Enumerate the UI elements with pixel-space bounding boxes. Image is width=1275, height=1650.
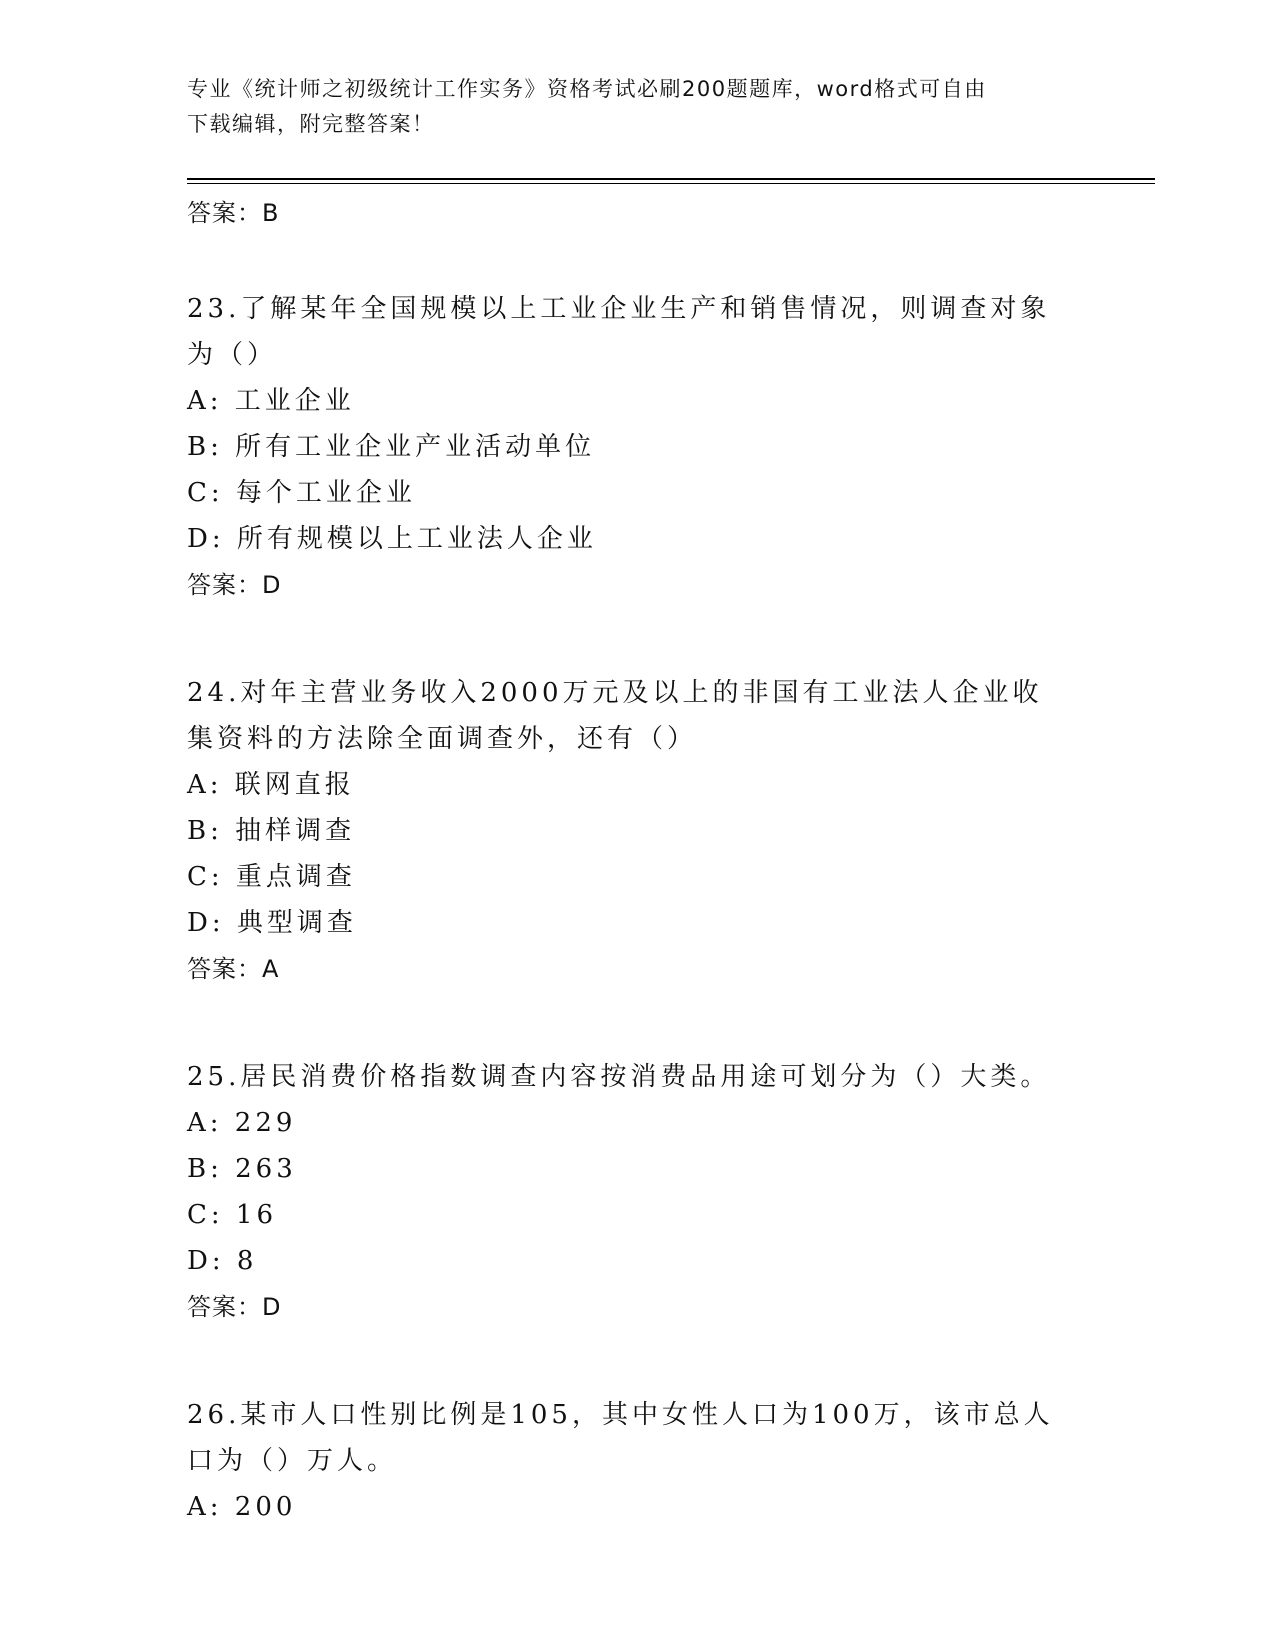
answer-previous: 答案：B xyxy=(187,199,280,227)
header-line-2: 下载编辑，附完整答案！ xyxy=(187,112,435,136)
option-a: A: 229 xyxy=(187,1108,297,1138)
option-d: D: 所有规模以上工业法人企业 xyxy=(187,524,597,554)
question-25 xyxy=(187,1054,1087,1330)
question-23 xyxy=(187,286,1087,608)
question-text: 26.某市人口性别比例是105，其中女性人口为100万，该市总人口为（）万人。 xyxy=(187,1400,1054,1476)
header-line-1: 专业《统计师之初级统计工作实务》资格考试必刷200题题库，word格式可自由 xyxy=(187,77,987,101)
option-d: D: 典型调查 xyxy=(187,908,357,938)
option-c: C: 16 xyxy=(187,1200,278,1230)
option-a: A: 200 xyxy=(187,1492,297,1522)
document-header xyxy=(187,72,1087,142)
question-list xyxy=(187,190,1087,1530)
option-c: C: 重点调查 xyxy=(187,862,356,892)
option-b: B: 所有工业企业产业活动单位 xyxy=(187,432,596,462)
question-text: 25.居民消费价格指数调查内容按消费品用途可划分为（）大类。 xyxy=(187,1062,1051,1092)
question-text: 24.对年主营业务收入2000万元及以上的非国有工业法人企业收集资料的方法除全面调查外，还有（） xyxy=(187,678,1043,754)
option-b: B: 263 xyxy=(187,1154,297,1184)
answer-23: 答案：D xyxy=(187,571,282,599)
question-text: 23.了解某年全国规模以上工业企业生产和销售情况，则调查对象为（） xyxy=(187,294,1051,370)
header-rule-thick xyxy=(187,178,1155,180)
header-rule-thin xyxy=(187,183,1155,184)
option-a: A: 联网直报 xyxy=(187,770,355,800)
option-a: A: 工业企业 xyxy=(187,386,355,416)
question-26 xyxy=(187,1392,1087,1530)
answer-25: 答案：D xyxy=(187,1293,282,1321)
question-24 xyxy=(187,670,1087,992)
option-d: D: 8 xyxy=(187,1246,258,1276)
answer-24: 答案：A xyxy=(187,955,280,983)
option-c: C: 每个工业企业 xyxy=(187,478,416,508)
option-b: B: 抽样调查 xyxy=(187,816,356,846)
